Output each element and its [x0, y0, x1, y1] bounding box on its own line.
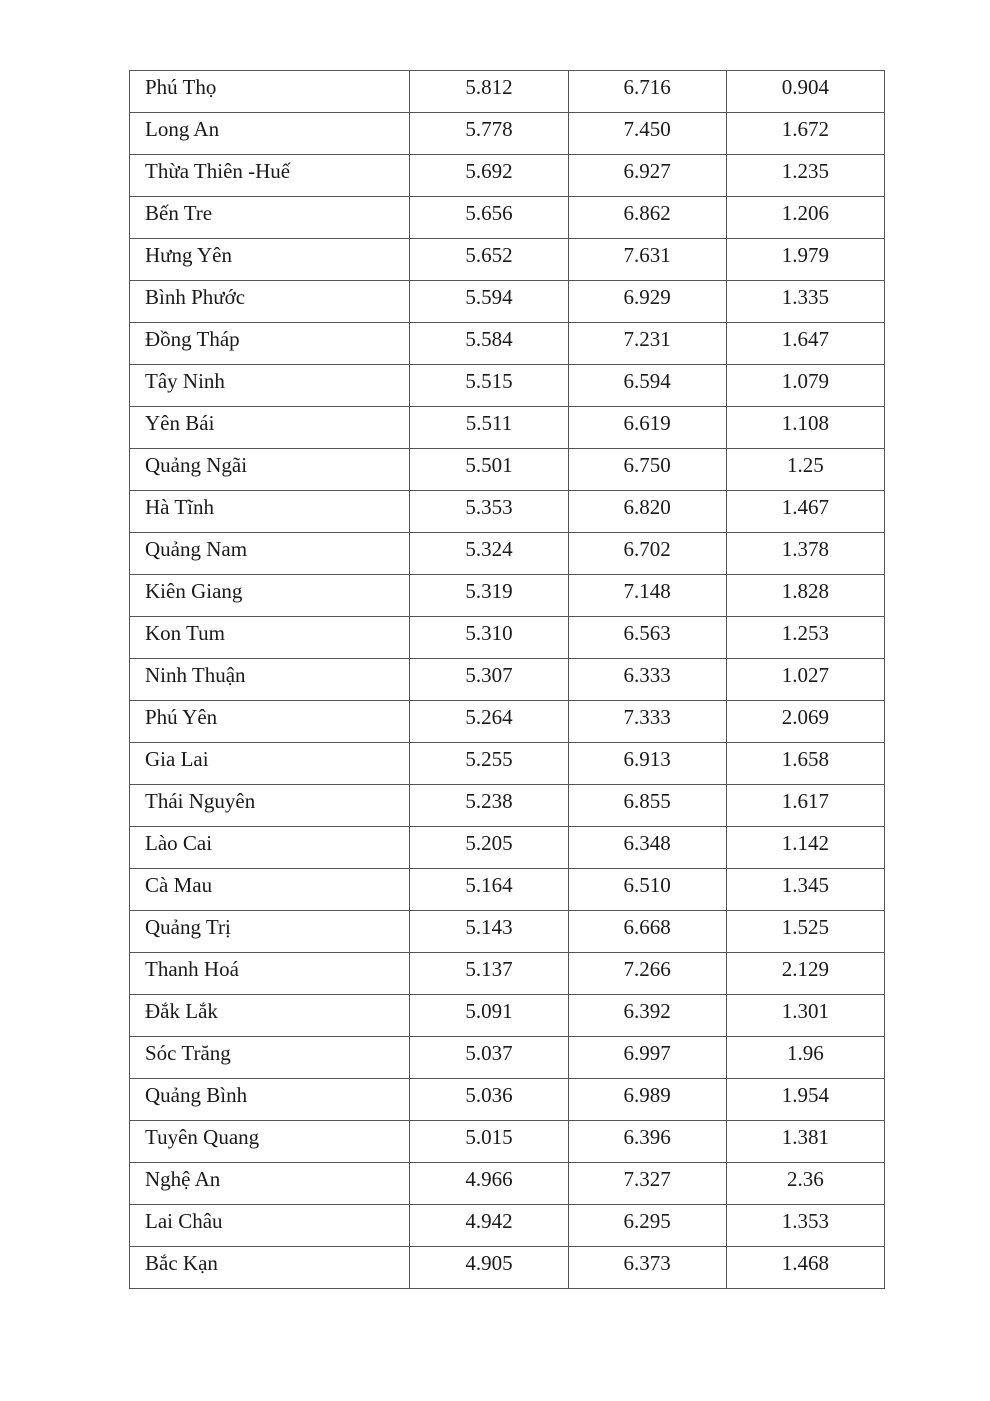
province-name-cell: Phú Yên [130, 701, 410, 743]
value-cell-3: 2.36 [726, 1163, 884, 1205]
value-cell-2: 6.373 [568, 1247, 726, 1289]
province-name-cell: Hưng Yên [130, 239, 410, 281]
value-cell-1: 5.692 [410, 155, 568, 197]
value-cell-3: 2.069 [726, 701, 884, 743]
value-cell-2: 6.855 [568, 785, 726, 827]
value-cell-2: 6.510 [568, 869, 726, 911]
value-cell-2: 6.348 [568, 827, 726, 869]
province-name-cell: Quảng Trị [130, 911, 410, 953]
value-cell-3: 1.828 [726, 575, 884, 617]
value-cell-3: 1.108 [726, 407, 884, 449]
value-cell-1: 5.511 [410, 407, 568, 449]
value-cell-3: 1.647 [726, 323, 884, 365]
table-row [130, 911, 885, 953]
value-cell-2: 6.295 [568, 1205, 726, 1247]
province-name-cell: Thanh Hoá [130, 953, 410, 995]
value-cell-1: 5.037 [410, 1037, 568, 1079]
value-cell-1: 5.015 [410, 1121, 568, 1163]
value-cell-3: 1.353 [726, 1205, 884, 1247]
value-cell-2: 7.266 [568, 953, 726, 995]
table-row [130, 785, 885, 827]
value-cell-3: 1.253 [726, 617, 884, 659]
province-name-cell: Thái Nguyên [130, 785, 410, 827]
value-cell-2: 6.563 [568, 617, 726, 659]
value-cell-2: 7.148 [568, 575, 726, 617]
value-cell-1: 5.205 [410, 827, 568, 869]
value-cell-2: 6.333 [568, 659, 726, 701]
province-name-cell: Phú Thọ [130, 71, 410, 113]
value-cell-3: 1.954 [726, 1079, 884, 1121]
value-cell-2: 6.396 [568, 1121, 726, 1163]
table-row [130, 1205, 885, 1247]
value-cell-2: 6.750 [568, 449, 726, 491]
value-cell-2: 6.989 [568, 1079, 726, 1121]
value-cell-3: 1.672 [726, 113, 884, 155]
value-cell-2: 6.927 [568, 155, 726, 197]
value-cell-1: 4.905 [410, 1247, 568, 1289]
value-cell-1: 5.812 [410, 71, 568, 113]
value-cell-3: 1.027 [726, 659, 884, 701]
value-cell-1: 5.143 [410, 911, 568, 953]
province-name-cell: Tuyên Quang [130, 1121, 410, 1163]
value-cell-2: 7.631 [568, 239, 726, 281]
province-name-cell: Đắk Lắk [130, 995, 410, 1037]
value-cell-1: 5.353 [410, 491, 568, 533]
table-row [130, 617, 885, 659]
value-cell-1: 5.164 [410, 869, 568, 911]
table-row [130, 869, 885, 911]
province-name-cell: Kiên Giang [130, 575, 410, 617]
value-cell-1: 5.137 [410, 953, 568, 995]
province-name-cell: Hà Tĩnh [130, 491, 410, 533]
province-name-cell: Lào Cai [130, 827, 410, 869]
value-cell-1: 5.238 [410, 785, 568, 827]
value-cell-3: 1.079 [726, 365, 884, 407]
table-row [130, 743, 885, 785]
province-name-cell: Sóc Trăng [130, 1037, 410, 1079]
value-cell-1: 5.310 [410, 617, 568, 659]
value-cell-2: 6.594 [568, 365, 726, 407]
value-cell-3: 1.979 [726, 239, 884, 281]
value-cell-1: 5.324 [410, 533, 568, 575]
table-row [130, 701, 885, 743]
value-cell-1: 5.515 [410, 365, 568, 407]
province-name-cell: Kon Tum [130, 617, 410, 659]
province-name-cell: Gia Lai [130, 743, 410, 785]
table-row [130, 1163, 885, 1205]
table-row [130, 365, 885, 407]
value-cell-2: 6.702 [568, 533, 726, 575]
value-cell-2: 6.392 [568, 995, 726, 1037]
province-name-cell: Yên Bái [130, 407, 410, 449]
value-cell-3: 1.617 [726, 785, 884, 827]
table-body [130, 71, 885, 1289]
value-cell-3: 1.235 [726, 155, 884, 197]
value-cell-2: 6.668 [568, 911, 726, 953]
value-cell-2: 7.450 [568, 113, 726, 155]
value-cell-2: 7.231 [568, 323, 726, 365]
value-cell-3: 1.96 [726, 1037, 884, 1079]
value-cell-2: 6.913 [568, 743, 726, 785]
table-row [130, 239, 885, 281]
province-name-cell: Tây Ninh [130, 365, 410, 407]
province-name-cell: Long An [130, 113, 410, 155]
province-name-cell: Quảng Nam [130, 533, 410, 575]
province-name-cell: Quảng Bình [130, 1079, 410, 1121]
value-cell-1: 5.319 [410, 575, 568, 617]
table-row [130, 449, 885, 491]
table-row [130, 659, 885, 701]
table-row [130, 113, 885, 155]
value-cell-1: 5.656 [410, 197, 568, 239]
value-cell-3: 2.129 [726, 953, 884, 995]
value-cell-3: 1.142 [726, 827, 884, 869]
table-row [130, 575, 885, 617]
value-cell-3: 1.335 [726, 281, 884, 323]
value-cell-1: 5.091 [410, 995, 568, 1037]
table-row [130, 1121, 885, 1163]
value-cell-3: 1.381 [726, 1121, 884, 1163]
province-name-cell: Quảng Ngãi [130, 449, 410, 491]
table-row [130, 533, 885, 575]
value-cell-2: 6.929 [568, 281, 726, 323]
value-cell-2: 6.862 [568, 197, 726, 239]
value-cell-1: 4.966 [410, 1163, 568, 1205]
table-row [130, 491, 885, 533]
province-name-cell: Cà Mau [130, 869, 410, 911]
value-cell-1: 5.652 [410, 239, 568, 281]
table-row [130, 953, 885, 995]
value-cell-3: 1.345 [726, 869, 884, 911]
table-row [130, 197, 885, 239]
value-cell-3: 1.658 [726, 743, 884, 785]
value-cell-3: 1.467 [726, 491, 884, 533]
value-cell-2: 6.716 [568, 71, 726, 113]
value-cell-2: 7.327 [568, 1163, 726, 1205]
table-row [130, 281, 885, 323]
province-name-cell: Lai Châu [130, 1205, 410, 1247]
province-name-cell: Ninh Thuận [130, 659, 410, 701]
value-cell-2: 6.997 [568, 1037, 726, 1079]
value-cell-1: 4.942 [410, 1205, 568, 1247]
value-cell-2: 7.333 [568, 701, 726, 743]
value-cell-3: 1.25 [726, 449, 884, 491]
table-row [130, 995, 885, 1037]
table-row [130, 323, 885, 365]
province-name-cell: Bình Phước [130, 281, 410, 323]
table-row [130, 827, 885, 869]
value-cell-1: 5.264 [410, 701, 568, 743]
province-name-cell: Đồng Tháp [130, 323, 410, 365]
table-row [130, 1247, 885, 1289]
value-cell-1: 5.036 [410, 1079, 568, 1121]
table-row [130, 71, 885, 113]
province-name-cell: Nghệ An [130, 1163, 410, 1205]
value-cell-3: 1.468 [726, 1247, 884, 1289]
value-cell-2: 6.619 [568, 407, 726, 449]
table-row [130, 407, 885, 449]
table-row [130, 1037, 885, 1079]
value-cell-1: 5.501 [410, 449, 568, 491]
province-name-cell: Thừa Thiên -Huế [130, 155, 410, 197]
value-cell-1: 5.594 [410, 281, 568, 323]
value-cell-2: 6.820 [568, 491, 726, 533]
value-cell-3: 1.301 [726, 995, 884, 1037]
value-cell-1: 5.255 [410, 743, 568, 785]
value-cell-1: 5.778 [410, 113, 568, 155]
value-cell-3: 1.525 [726, 911, 884, 953]
province-name-cell: Bến Tre [130, 197, 410, 239]
table-row [130, 1079, 885, 1121]
province-name-cell: Bắc Kạn [130, 1247, 410, 1289]
province-data-table [129, 70, 885, 1289]
table-row [130, 155, 885, 197]
value-cell-3: 1.378 [726, 533, 884, 575]
value-cell-1: 5.307 [410, 659, 568, 701]
value-cell-3: 0.904 [726, 71, 884, 113]
value-cell-3: 1.206 [726, 197, 884, 239]
value-cell-1: 5.584 [410, 323, 568, 365]
